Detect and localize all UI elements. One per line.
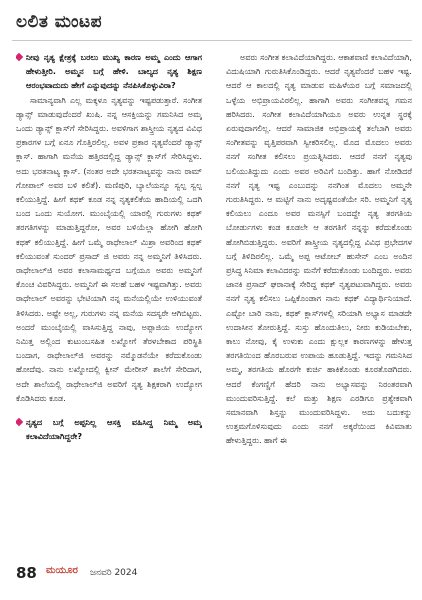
question-2 (16, 415, 202, 443)
issue-date: ಜನವರಿ 2024 (90, 568, 138, 578)
page-number: 88 (16, 564, 37, 582)
page-footer (12, 562, 412, 586)
magazine-logo: ಮಯೂರ (46, 565, 78, 576)
left-column (16, 50, 202, 555)
question-1-text: ನೀವು ನೃತ್ಯ ಕ್ಷೇತ್ರಕ್ಕೆ ಬರಲು ಮುಖ್ಯ ಕಾರಣ ಅಮ್ಮ ಎಂದು ಆಗಾಗ ಹೇಳುತ್ತೀರಿ. ಅಮ್ಮನ ಬಗ್ಗೆ ಹೇಳಿ. ಬಾಲ್ಯದ ನೃತ್ಯ ಶಿಕ್ಷಣ ಆರಂಭವಾದುದು ಹೇಗೆ ಎನ್ನುವುದನ್ನು ನೆನಪಿಸಿಕೊಳ್ಳುವಿರಾ? (26, 52, 202, 91)
diamond-bullet-icon (16, 53, 23, 61)
question-1 (16, 50, 202, 93)
section-title: ಲಲಿತ ಮಂಟಪ (16, 12, 102, 32)
question-2-text: ನೃತ್ಯದ ಬಗ್ಗೆ ಅಪ್ಪನಿಲ್ಲ ಆಸಕ್ತಿ ವಹಿಸಿದ್ದ ನಿಮ್ಮ ಅಮ್ಮ ಕಲಾವಿದೆಯಾಗಿದ್ದರೇ? (26, 417, 202, 442)
answer-2-continued: ಅವರು ಸಂಗೀತ ಕಲಾವಿದೆಯಾಗಿದ್ದರು. ಆಕಾಶವಾಣಿ ಕಲಾವಿದೆಯಾಗಿ, ವಿದುಷಿಯಾಗಿ ಗುರುತಿಸಿಕೊಂಡಿದ್ದರು. ಆದರೆ ನೃತ್ಯವೆಂದರೆ ಬಹಳ ಇಷ್ಟ. ಆದರೆ ಆ ಕಾಲದಲ್ಲಿ ನೃತ್ಯ ಮಾಡುವ ಮಹಿಳೆಯರ ಬಗ್ಗೆ ಸಮಾಜದಲ್ಲಿ ಒಳ್ಳೆಯ ಅಭಿಪ್ರಾಯವಿರಲಿಲ್ಲ. ಹಾಗಾಗಿ ಅವರು ಸಂಗೀತವನ್ನ ಗಮನ ಹರಿಸಿದರು. ಸಂಗೀತ ಕಲಾವಿದೆಯಾಗಿಯೂ ಅವರು ಉನ್ನತ ಸ್ಥರಕ್ಕೆ ಏರುವುದಾಗಲಿಲ್ಲ. ಆದರೆ ಸಾಮಾಜಿಕ ಅಭಿಪ್ರಾಯಕ್ಕೆ ತಲೆಬಾಗಿ ಅವರು ಸಂಗೀತವನ್ನು ವೃತ್ತಿಪರವಾಗಿ ಸ್ವೀಕರಿಸಲಿಲ್ಲ. ಮೊದ ಮೊದಲು ಅವರು ನನಗೆ ಸಂಗೀತ ಕಲಿಸಲು ಪ್ರಯತ್ನಿಸಿದರು. ಆದರೆ ನನಗೆ ನೃತ್ಯವು ಬಲಿಯುತಿದ್ದುದು ಎಂದು ಅವರ ಅರಿವಿಗೆ ಬಂದಿತ್ತು. ಹಾಗೆ ನೋಡಿದರೆ ನನಗೆ ನೃತ್ಯ ಇಷ್ಟ ಎಂಬುದನ್ನು ನನಗಿಂತ ಮೊದಲು ಅಮ್ಮನೇ ಗುರುತಿಸಿದ್ದರು. ಆ ಮಟ್ಟಿಗೆ ನಾನು ಅದೃಷ್ಟವಂತೆಯೇ ಸರಿ. ಅಮ್ಮನಿಗೆ ನೃತ್ಯ ಕಲಿಯಲು ಎಂದೂ ಅವರ ಮನಸ್ಸಿಗೆ ಬಂದದ್ದೇ ನೃತ್ಯ ತರಗತಿಯ ಬೋರ್ಡುಗಳು ಕಂಡ ಕೂಡಲೇ ಆ ತರಗತಿಗೆ ನನ್ನನ್ನು ಕರೆದುಕೊಂಡು ಹೋಗಿಬಿಡುತ್ತಿದ್ದರು. ಅವರಿಗೆ ಶಾಸ್ತ್ರೀಯ ನೃತ್ಯದಲ್ಲಿದ್ದ ವಿವಿಧ ಪ್ರಭೇದಗಳ ಬಗ್ಗೆ ತಿಳಿದಿರಲಿಲ್ಲ. ಒಮ್ಮೆ ಅಪ್ಪ ಆಟೋಬ್ ಹುಸೇನ್ ಎಂಬ ಅಂದಿನ ಪ್ರಸಿದ್ಧ ಸಿನಿಮಾ ಕಲಾವಿದರನ್ನು ಮನೆಗೆ ಕರೆದುಕೊಂಡು ಬಂದಿದ್ದರು. ಅವರು ಜಾನಕಿ ಪ್ರಸಾದ್ ಘರಾನಾಕ್ಕೆ ಸೇರಿದ್ದ ಕಥಕ್ ನೃತ್ಯಪಟುವಾಗಿದ್ದರು. ಅವರು ನನಗೆ ನೃತ್ಯ ಕಲಿಸಲು ಒಪ್ಪಿಕೊಂಡಾಗ ನಾನು ಕಥಕ್ ವಿದ್ಯಾರ್ಥಿನಿಯಾದೆ. ಎಷ್ಟೋ ಬಾರಿ ನಾನು, ಕಥಕ್ ಕ್ಲಾಸ್‌ಗಳಲ್ಲಿ ಸರಿಯಾಗಿ ಅಭ್ಯಾಸ ಮಾಡದೇ ಉದಾಸೀನ ತೋರುತ್ತಿದ್ದೆ. ಸುಸ್ತು ಹೊಂದುತಿಲು, ನೀರು ಕುಡಿಯಬೇಕು, ಕಾಲು ನೋವು, ಕೈ ಉಳುಕು ಎಂದು ಕ್ಷುಲ್ಲಕ ಕಾರಣಗಳನ್ನು ಹೇಳುತ್ತ ತರಗತಿಯಿಂದ ಹೊರಬರುವ ಉಪಾಯ ಹೂಡುತ್ತಿದ್ದೆ. ಇದನ್ನು ಗಮನಿಸಿದ ಅಮ್ಮ, ತರಗತಿಯ ಹೊರಗೇ ಕುರ್ಚಿ ಹಾಕಿಕೊಂಡು ಕೂರತೊಡಗಿದರು. ಆದರೆ ಕೆಂಗಣ್ಣಿಗೆ ಹೆದರಿ ನಾನು ಅಭ್ಯಾಸವನ್ನು ನಿರಂತರವಾಗಿ ಮುಂದುವರಿಸುತ್ತಿದ್ದೆ. ಕಲೆ ಮತ್ತು ಶಿಕ್ಷಣ ಎರಡಿಗೂ ಪ್ರತ್ಯೇಕವಾಗಿ ಸಮಾನವಾಗಿ ಶಿಸ್ತನ್ನು ಮುಂದುವರಿಸಿದ್ದಳು. ಅದು ಬದುಕನ್ನು ಉತ್ತಮಗೊಳಿಸುವುದು ಎಂದು ನನಗೆ ಅಕ್ಕರೆಯಿಂದ ಕಿವಿಮಾತು ಹೇಳುತ್ತಿದ್ದರು. ಹಾಗೆ ಈ (226, 52, 412, 446)
diamond-bullet-icon (16, 418, 23, 426)
right-column (226, 50, 412, 555)
page-header (12, 6, 412, 41)
answer-1: ಸಾಮಾನ್ಯವಾಗಿ ಎಲ್ಲ ಮಕ್ಕಳೂ ನೃತ್ಯವನ್ನು ಇಷ್ಟಪಡುತ್ತಾರೆ. ಸಂಗೀತ ಡ್ಯಾನ್ಸ್ ಮಾಡುವುದೆಂದರೆ ಖುಷಿ. ನನ್ನ ಆಸಕ್ತಿಯನ್ನು ಗಮನಿಸಿದ ಅಮ್ಮ ಒಂದು ಡ್ಯಾನ್ಸ್ ಕ್ಲಾಸ್‌ಗೆ ಸೇರಿಸಿದ್ದರು. ಅವಳಿಗಾಗ ಶಾಸ್ತ್ರೀಯ ನೃತ್ಯದ ವಿವಿಧ ಪ್ರಕಾರಗಳ ಬಗ್ಗೆ ಏನೂ ಗೊತ್ತಿರಲಿಲ್ಲ. ಅವಳ ಪ್ರಕಾರ ನೃತ್ಯವೆಂದರೆ ಡ್ಯಾನ್ಸ್ ಕ್ಲಾಸ್. ಹಾಗಾಗಿ ಮನೆಯ ಹತ್ತಿರದಲ್ಲಿದ್ದ ಡ್ಯಾನ್ಸ್ ಕ್ಲಾಸ್‌ಗೆ ಸೇರಿಸಿದ್ದಳು. ಅದು ಭರತನಾಟ್ಯ ಕ್ಲಾಸ್. (ನಂತರ ಅದೇ ಭರತನಾಟ್ಯವನ್ನು ನಾನು ರಾಮ್ ಗೋಪಾಲ್ ಅವರ ಬಳಿ ಕಲಿತೆ). ಮಣಿಪುರಿ, ಬ್ಯಾಲೆಯನ್ನೂ ಸ್ವಲ್ಪ ಸ್ವಲ್ಪ ಕಲಿಯುತ್ತಿದ್ದೆ. ಹೀಗೆ ಕಥಕ್ ಕೂಡ ನನ್ನ ನೃತ್ಯಕಲಿಕೆಯ ಹಾದಿಯಲ್ಲಿ ಒದಗಿ ಬಂದ ಒಂದು ಸುಯೋಗ. ಮುಂಬೈಯಲ್ಲಿ ಯಾರಲ್ಲಿ ಗುರುಗಳು ಕಥಕ್ ತರಗತಿಗಳನ್ನು ಮಾಡುತ್ತಿದ್ದರೋ, ಅವರ ಬಳಿಯೆಲ್ಲಾ ಹೋಗಿ ಹೋಗಿ ಕಥಕ್ ಕಲಿಯುತ್ತಿದ್ದೆ. ಹೀಗೆ ಒಮ್ಮೆ ರಾಧೇಲಾಲ್ ಮಿಶ್ರಾ ಅವರಿಂದ ಕಥಕ್ ಕಲಿಯುವಂತೆ ಸುಂದರ್ ಪ್ರಸಾದ್ ಜಿ ಅವರು ನನ್ನ ಅಮ್ಮನಿಗೆ ತಿಳಿಸಿದರು. ರಾಧೇಲಾಲ್‌ಜಿ ಅವರ ಕಲಾಸಾಮರ್ಥ್ಯದ ಬಗ್ಗೆಯೂ ಅವರು ಅಮ್ಮನಿಗೆ ಕೊಂಚ ವಿವರಿಸಿದ್ದರು. ಅಮ್ಮನಿಗೆ ಈ ಸಲಹೆ ಬಹಳ ಇಷ್ಟವಾಗಿತ್ತು. ಅವರು ರಾಧೇಲಾಲ್ ಅವರನ್ನು ಭೇಟಿಯಾಗಿ ನನ್ನ ಮನೆಯಲ್ಲಿಯೇ ಉಳಿಯುವಂತೆ ತಿಳಿಸಿದರು. ಅಷ್ಟೇ ಅಲ್ಲ, ಗುರುಗಳು ನನ್ನ ಮನೆಯ ಸದಸ್ಯರೇ ಆಗಿಬಿಟ್ಟರು. ಅಂದರೆ ಮುಂಬೈಯಲ್ಲಿ ವಾಸಿಸುತ್ತಿದ್ದ ನಾವು, ಅಪ್ಪಾಜಿಯ ಉದ್ಯೋಗ ನಿಮಿತ್ತ ಅಲ್ಲಿಂದ ಕುಟುಂಬಸಹಿತ ಲಖ್ನೋಗೆ ತೆರಳಬೇಕಾದ ಪರಿಸ್ಥಿತಿ ಬಂದಾಗ, ರಾಧೇಲಾಲ್‌ಜಿ ಅವರನ್ನು ನಮ್ಮೊಡನೆಯೇ ಕರೆದುಕೊಂಡು ಹೋದೆವು. ನಾನು ಲಖ್ನೋದಲ್ಲಿ ಕ್ವೀನ್ ಮೇರೀಸ್ ಶಾಲೆಗೆ ಸೇರಿದಾಗ, ಅದೇ ಶಾಲೆಯಲ್ಲಿ ರಾಧೇಲಾಲ್‌ಜಿ ಅವರಿಗೆ ನೃತ್ಯ ಶಿಕ್ಷಕರಾಗಿ ಉದ್ಯೋಗ ಕೊಡಿಸಿದರು ಕೂಡ. (16, 94, 202, 403)
